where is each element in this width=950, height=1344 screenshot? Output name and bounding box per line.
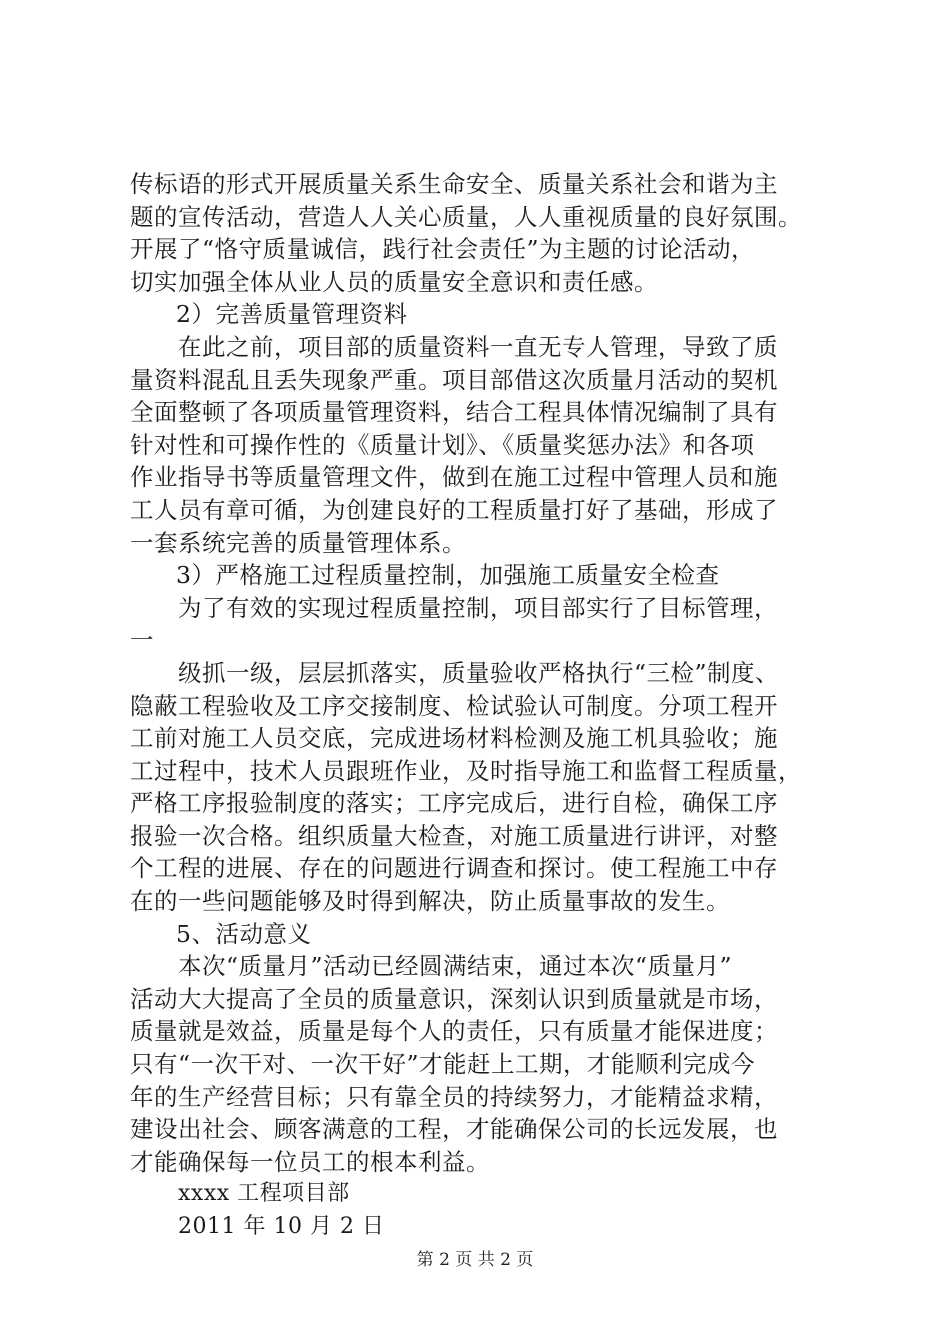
text-line: 工过程中，技术人员跟班作业，及时指导施工和监督工程质量， xyxy=(130,756,802,785)
text-line: 个工程的进展、存在的问题进行调查和探讨。使工程施工中存 xyxy=(130,854,778,883)
text-line: 活动大大提高了全员的质量意识，深刻认识到质量就是市场， xyxy=(130,984,778,1013)
text-line: 在此之前，项目部的质量资料一直无专人管理，导致了质 xyxy=(178,332,778,361)
text-line: 才能确保每一位员工的根本利益。 xyxy=(130,1147,490,1176)
date-line: 2011 年 10 月 2 日 xyxy=(178,1214,385,1239)
text-line: 2）完善质量管理资料 xyxy=(176,300,408,329)
text-line: 量资料混乱且丢失现象严重。项目部借这次质量月活动的契机 xyxy=(130,365,778,394)
text-line: 级抓一级，层层抓落实，质量验收严格执行“三检”制度、 xyxy=(178,658,780,687)
text-line: 一 xyxy=(130,626,154,655)
text-line: 全面整顿了各项质量管理资料，结合工程具体情况编制了具有 xyxy=(130,398,778,427)
text-line: 工前对施工人员交底，完成进场材料检测及施工机具验收；施 xyxy=(130,724,778,753)
text-line: 传标语的形式开展质量关系生命安全、质量关系社会和谐为主 xyxy=(130,170,778,198)
text-line: 切实加强全体从业人员的质量安全意识和责任感。 xyxy=(130,267,658,296)
page-footer: 第 2 页 共 2 页 xyxy=(416,1250,534,1270)
text-line: 建设出社会、顾客满意的工程，才能确保公司的长远发展，也 xyxy=(130,1115,778,1144)
text-line: 本次“质量月”活动已经圆满结束，通过本次“质量月” xyxy=(178,952,733,981)
text-line: 工人员有章可循，为创建良好的工程质量打好了基础，形成了 xyxy=(130,495,778,524)
text-line: 3）严格施工过程质量控制，加强施工质量安全检查 xyxy=(176,561,720,590)
text-line: 严格工序报验制度的落实；工序完成后，进行自检，确保工序 xyxy=(130,789,778,818)
text-line: 质量就是效益，质量是每个人的责任，只有质量才能保进度； xyxy=(130,1017,778,1046)
text-line: 为了有效的实现过程质量控制，项目部实行了目标管理， xyxy=(178,593,778,622)
text-line: 题的宣传活动，营造人人关心质量，人人重视质量的良好氛围。 xyxy=(130,202,802,231)
text-line: 在的一些问题能够及时得到解决，防止质量事故的发生。 xyxy=(130,887,730,916)
signature-line: xxxx 工程项目部 xyxy=(178,1181,350,1207)
text-line: 开展了“恪守质量诚信，践行社会责任”为主题的讨论活动， xyxy=(130,235,756,264)
text-line: 针对性和可操作性的《质量计划》、《质量奖惩办法》和各项 xyxy=(130,430,755,459)
text-line: 报验一次合格。组织质量大检查，对施工质量进行讲评，对整 xyxy=(130,821,778,850)
text-line: 一套系统完善的质量管理体系。 xyxy=(130,528,466,557)
text-line: 年的生产经营目标；只有靠全员的持续努力，才能精益求精， xyxy=(130,1082,778,1111)
text-line: 5、活动意义 xyxy=(176,919,312,948)
text-line: 隐蔽工程验收及工序交接制度、检试验认可制度。分项工程开 xyxy=(130,691,778,720)
document-body xyxy=(130,168,842,1244)
text-line: 作业指导书等质量管理文件，做到在施工过程中管理人员和施 xyxy=(130,463,778,492)
text-line: 只有“一次干对、一次干好”才能赶上工期，才能顺利完成今 xyxy=(130,1050,756,1079)
